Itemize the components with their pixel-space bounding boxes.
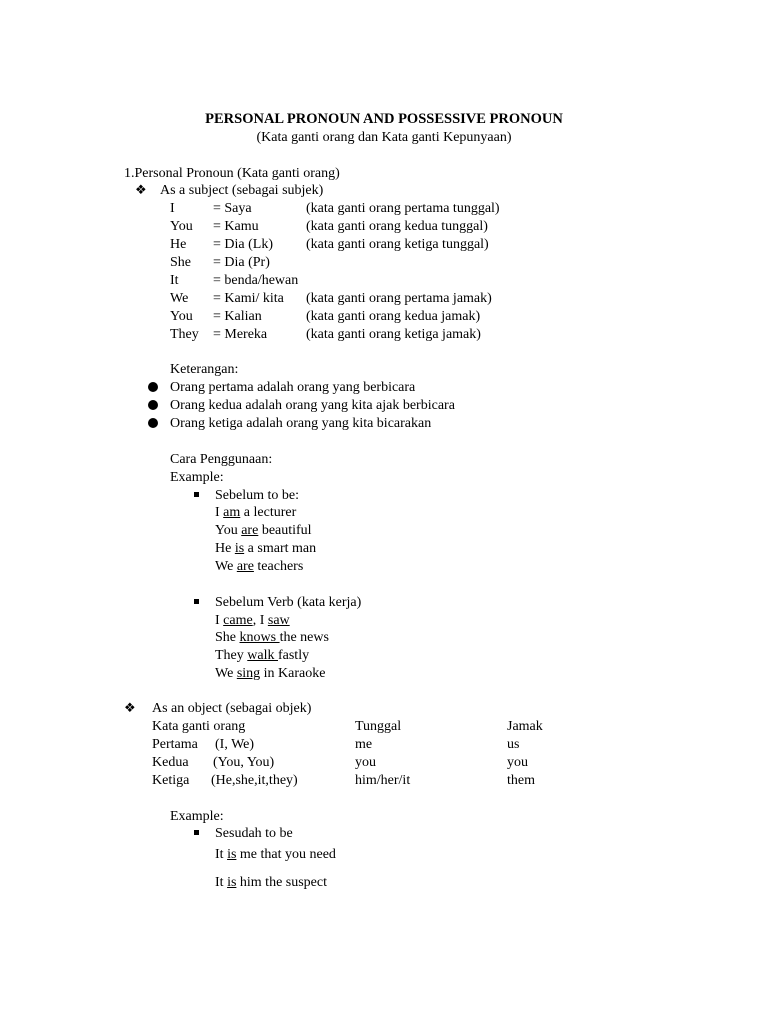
bullet-icon	[148, 418, 158, 428]
subject-note: (kata ganti orang pertama jamak)	[306, 291, 492, 306]
subject-meaning: = Saya	[213, 201, 252, 216]
example-sentence: They walk fastly	[215, 648, 310, 663]
section-heading: 1.Personal Pronoun (Kata ganti orang)	[124, 166, 340, 181]
object-examples: (You, You)	[213, 755, 275, 770]
subject-note: (kata ganti orang ketiga tunggal)	[306, 237, 489, 252]
object-heading: As an object (sebagai objek)	[152, 701, 312, 716]
square-bullet-icon	[194, 599, 199, 604]
subject-meaning: = Dia (Pr)	[213, 255, 270, 270]
subject-pronoun: She	[170, 255, 191, 270]
subject-heading: As a subject (sebagai subjek)	[160, 183, 324, 198]
example-sentence: It is him the suspect	[215, 875, 328, 890]
object-person: Pertama	[152, 737, 198, 752]
subject-pronoun: I	[170, 201, 175, 216]
example-sentence: We are teachers	[215, 559, 304, 574]
example-sentence: She knows the news	[215, 630, 329, 645]
object-person: Ketiga	[152, 773, 190, 788]
subject-meaning: = benda/hewan	[213, 273, 299, 288]
object-examples: (He,she,it,they)	[211, 773, 298, 788]
object-table-header: Tunggal	[355, 719, 402, 734]
example-sentence: It is me that you need	[215, 847, 336, 862]
object-jamak: them	[507, 773, 535, 788]
subject-pronoun: They	[170, 327, 199, 342]
diamond-bullet-icon: ❖	[135, 183, 147, 198]
object-person: Kedua	[152, 755, 189, 770]
subject-pronoun: We	[170, 291, 189, 306]
bullet-icon	[148, 400, 158, 410]
keterangan-item: Orang pertama adalah orang yang berbicara	[170, 380, 416, 395]
example-sentence: I came, I saw	[215, 613, 290, 628]
subject-meaning: = Kalian	[213, 309, 262, 324]
object-tunggal: him/her/it	[355, 773, 411, 788]
example-label: Example:	[170, 809, 224, 824]
example-sentence: He is a smart man	[215, 541, 317, 556]
page-title: PERSONAL PRONOUN AND POSSESSIVE PRONOUN	[205, 111, 563, 127]
subject-meaning: = Mereka	[213, 327, 268, 342]
subject-pronoun: He	[170, 237, 187, 252]
object-examples: (I, We)	[215, 737, 255, 752]
object-jamak: you	[507, 755, 528, 770]
object-table-header: Kata ganti orang	[152, 719, 246, 734]
subject-note: (kata ganti orang pertama tunggal)	[306, 201, 500, 216]
subject-pronoun: You	[170, 219, 193, 234]
object-table-header: Jamak	[507, 719, 543, 734]
keterangan-item: Orang kedua adalah orang yang kita ajak berbicara	[170, 398, 455, 413]
tobe-heading: Sebelum to be:	[215, 488, 299, 503]
keterangan-item: Orang ketiga adalah orang yang kita bicarakan	[170, 416, 432, 431]
subject-meaning: = Kami/ kita	[213, 291, 284, 306]
subject-note: (kata ganti orang ketiga jamak)	[306, 327, 481, 342]
verb-heading: Sebelum Verb (kata kerja)	[215, 595, 362, 610]
subject-note: (kata ganti orang kedua jamak)	[306, 309, 481, 324]
subject-note: (kata ganti orang kedua tunggal)	[306, 219, 488, 234]
subject-meaning: = Dia (Lk)	[213, 237, 273, 252]
example-sentence: We sing in Karaoke	[215, 666, 326, 681]
subject-pronoun: It	[170, 273, 179, 288]
example-sentence: You are beautiful	[215, 523, 312, 538]
square-bullet-icon	[194, 830, 199, 835]
page-subtitle: (Kata ganti orang dan Kata ganti Kepunyaan)	[256, 130, 512, 145]
subject-meaning: = Kamu	[213, 219, 259, 234]
square-bullet-icon	[194, 492, 199, 497]
subject-pronoun: You	[170, 309, 193, 324]
sesudah-heading: Sesudah to be	[215, 826, 293, 841]
bullet-icon	[148, 382, 158, 392]
object-jamak: us	[507, 737, 520, 752]
keterangan-label: Keterangan:	[170, 362, 239, 377]
object-tunggal: you	[355, 755, 376, 770]
object-tunggal: me	[355, 737, 373, 752]
cara-label: Cara Penggunaan:	[170, 452, 273, 467]
example-label: Example:	[170, 470, 224, 485]
example-sentence: I am a lecturer	[215, 505, 297, 520]
diamond-bullet-icon: ❖	[124, 701, 136, 716]
